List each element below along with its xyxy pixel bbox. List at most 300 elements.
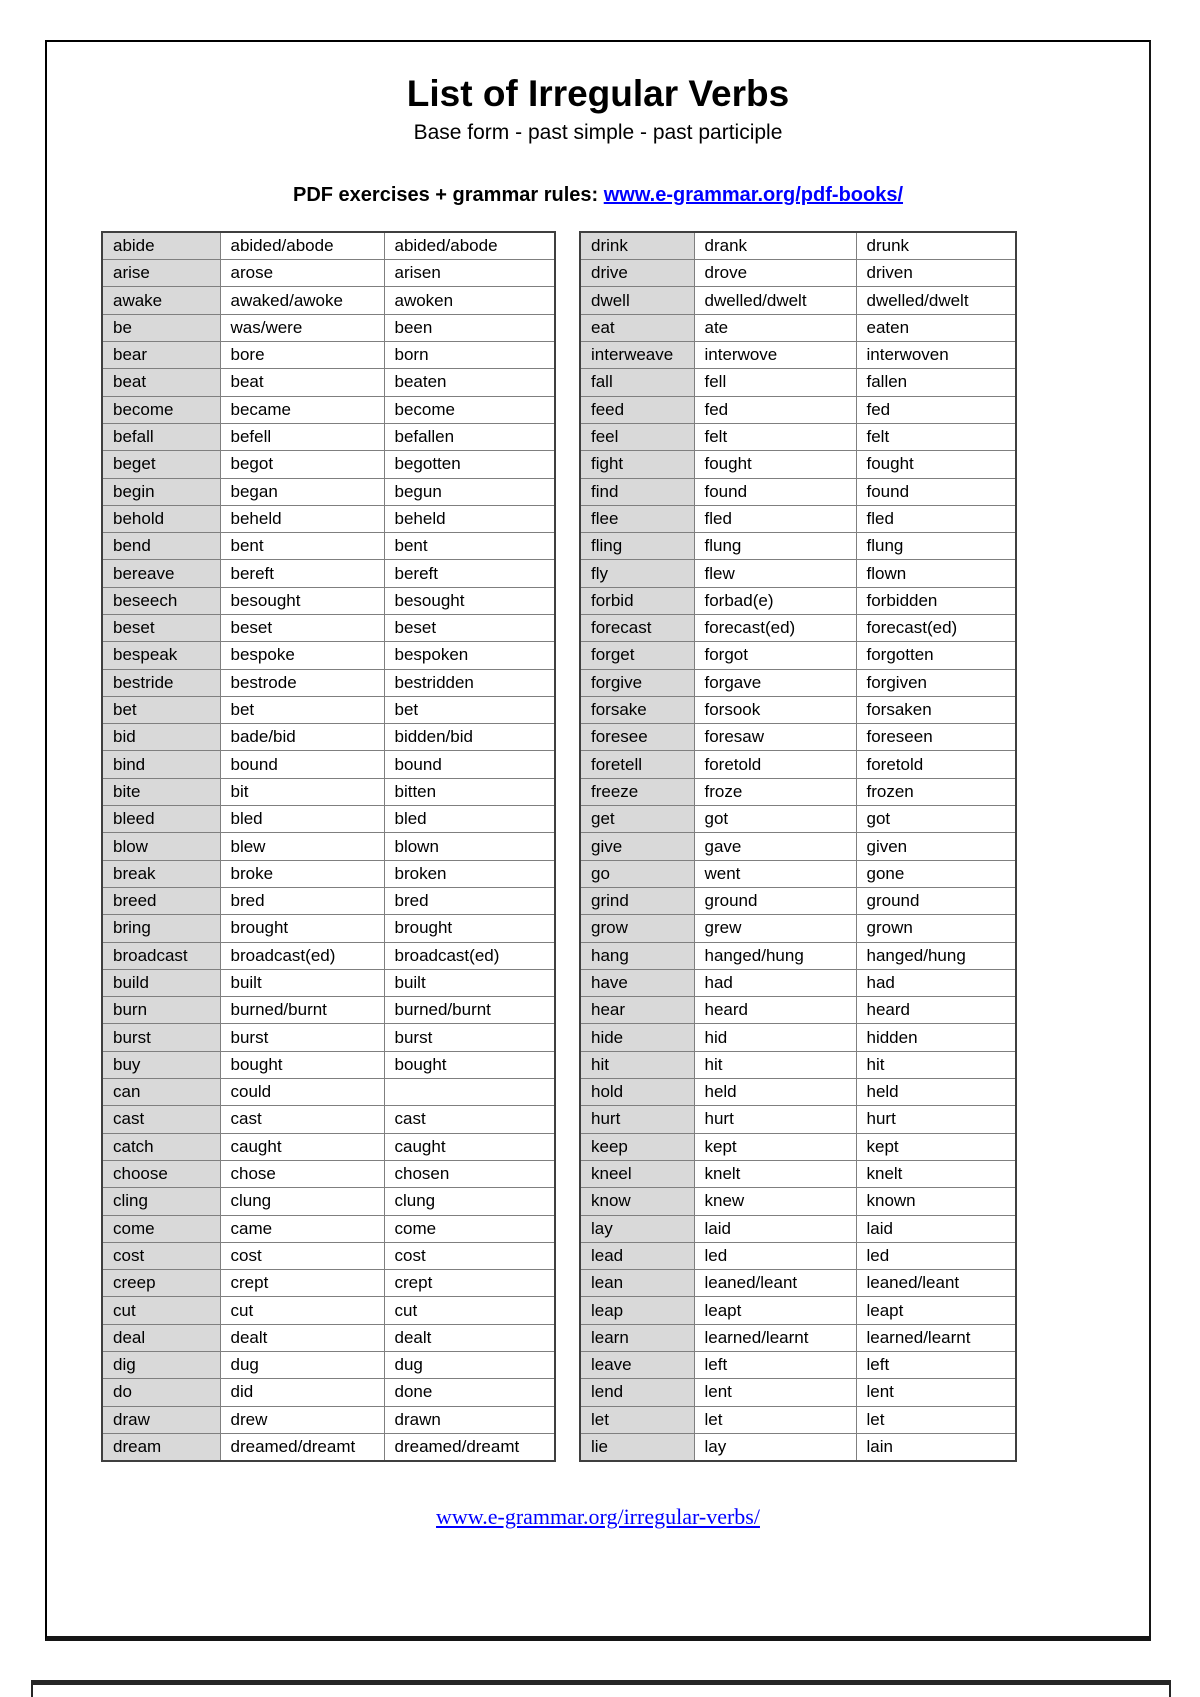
base-form-cell: know [580,1188,694,1215]
past-simple-cell: hurt [694,1106,856,1133]
base-form-cell: befall [102,423,220,450]
base-form-cell: lie [580,1433,694,1461]
table-row [580,1352,1016,1379]
table-row [580,587,1016,614]
table-row [580,314,1016,341]
base-form-cell: buy [102,1051,220,1078]
base-form-cell: hide [580,1024,694,1051]
past-simple-cell: crept [220,1270,384,1297]
base-form-cell: lend [580,1379,694,1406]
past-participle-cell: awoken [384,287,555,314]
table-row [102,1242,555,1269]
table-row [580,1079,1016,1106]
past-simple-cell: caught [220,1133,384,1160]
table-row [580,1024,1016,1051]
past-participle-cell: forgotten [856,642,1016,669]
past-simple-cell: flew [694,560,856,587]
pdf-books-link[interactable]: www.e-grammar.org/pdf-books/ [603,183,904,206]
past-simple-cell: bore [220,342,384,369]
past-simple-cell: leaned/leant [694,1270,856,1297]
past-participle-cell: bought [384,1051,555,1078]
table-row [580,1406,1016,1433]
past-participle-cell: leaned/leant [856,1270,1016,1297]
base-form-cell: cut [102,1297,220,1324]
past-participle-cell: bespoken [384,642,555,669]
base-form-cell: broadcast [102,942,220,969]
table-row [102,560,555,587]
table-row [102,587,555,614]
past-simple-cell: dealt [220,1324,384,1351]
past-simple-cell: brought [220,915,384,942]
past-participle-cell: let [856,1406,1016,1433]
table-row [580,533,1016,560]
past-participle-cell: foretold [856,751,1016,778]
table-row [102,1160,555,1187]
base-form-cell: hang [580,942,694,969]
table-row [580,232,1016,260]
base-form-cell: learn [580,1324,694,1351]
past-participle-cell: forecast(ed) [856,615,1016,642]
base-form-cell: feel [580,423,694,450]
base-form-cell: beget [102,451,220,478]
past-participle-cell: left [856,1352,1016,1379]
table-row [580,860,1016,887]
base-form-cell: blow [102,833,220,860]
past-participle-cell: drunk [856,232,1016,260]
table-row [102,615,555,642]
table-row [580,1297,1016,1324]
table-row [580,1379,1016,1406]
past-simple-cell: dreamed/dreamt [220,1433,384,1461]
past-simple-cell: hit [694,1051,856,1078]
past-simple-cell: forgave [694,669,856,696]
past-participle-cell: blown [384,833,555,860]
table-row [102,1106,555,1133]
past-participle-cell: known [856,1188,1016,1215]
past-participle-cell: dug [384,1352,555,1379]
past-participle-cell: got [856,806,1016,833]
past-simple-cell: foresaw [694,724,856,751]
base-form-cell: fight [580,451,694,478]
table-row [102,260,555,287]
base-form-cell: creep [102,1270,220,1297]
base-form-cell: cost [102,1242,220,1269]
table-row [102,751,555,778]
base-form-cell: begin [102,478,220,505]
base-form-cell: dwell [580,287,694,314]
past-participle-cell: kept [856,1133,1016,1160]
table-row [580,342,1016,369]
past-participle-cell: knelt [856,1160,1016,1187]
table-row [580,696,1016,723]
irregular-verbs-link[interactable]: www.e-grammar.org/irregular-verbs/ [436,1504,760,1530]
past-participle-cell: led [856,1242,1016,1269]
base-form-cell: eat [580,314,694,341]
past-simple-cell: begot [220,451,384,478]
table-row [580,833,1016,860]
base-form-cell: bear [102,342,220,369]
base-form-cell: break [102,860,220,887]
past-simple-cell: flung [694,533,856,560]
past-simple-cell: fought [694,451,856,478]
past-participle-cell: dreamed/dreamt [384,1433,555,1461]
table-row [102,396,555,423]
past-participle-cell: abided/abode [384,232,555,260]
past-simple-cell: befell [220,423,384,450]
past-simple-cell: foretold [694,751,856,778]
base-form-cell: let [580,1406,694,1433]
base-form-cell: burst [102,1024,220,1051]
base-form-cell: abide [102,232,220,260]
past-participle-cell: found [856,478,1016,505]
past-simple-cell: bred [220,887,384,914]
base-form-cell: dig [102,1352,220,1379]
table-row [580,287,1016,314]
past-participle-cell: begun [384,478,555,505]
past-simple-cell: drank [694,232,856,260]
past-simple-cell: froze [694,778,856,805]
base-form-cell: can [102,1079,220,1106]
base-form-cell: freeze [580,778,694,805]
table-row [102,1352,555,1379]
past-participle-cell: given [856,833,1016,860]
table-row [102,423,555,450]
past-simple-cell: did [220,1379,384,1406]
past-participle-cell: cut [384,1297,555,1324]
base-form-cell: lay [580,1215,694,1242]
table-row [102,478,555,505]
past-participle-cell: bitten [384,778,555,805]
table-row [580,778,1016,805]
table-row [580,1324,1016,1351]
table-row [580,724,1016,751]
base-form-cell: hurt [580,1106,694,1133]
past-simple-cell: fled [694,505,856,532]
base-form-cell: deal [102,1324,220,1351]
past-participle-cell: befallen [384,423,555,450]
past-simple-cell: dug [220,1352,384,1379]
base-form-cell: forget [580,642,694,669]
base-form-cell: beseech [102,587,220,614]
base-form-cell: fly [580,560,694,587]
base-form-cell: arise [102,260,220,287]
base-form-cell: draw [102,1406,220,1433]
past-simple-cell: bespoke [220,642,384,669]
past-participle-cell: built [384,969,555,996]
base-form-cell: foretell [580,751,694,778]
base-form-cell: cast [102,1106,220,1133]
base-form-cell: awake [102,287,220,314]
past-participle-cell: fallen [856,369,1016,396]
past-simple-cell: forsook [694,696,856,723]
base-form-cell: find [580,478,694,505]
past-participle-cell [384,1079,555,1106]
past-simple-cell: grew [694,915,856,942]
past-participle-cell: flown [856,560,1016,587]
past-participle-cell: bereft [384,560,555,587]
past-simple-cell: lay [694,1433,856,1461]
past-simple-cell: beset [220,615,384,642]
table-row [102,1133,555,1160]
table-row [580,396,1016,423]
past-participle-cell: crept [384,1270,555,1297]
past-simple-cell: laid [694,1215,856,1242]
past-simple-cell: burst [220,1024,384,1051]
past-simple-cell: dwelled/dwelt [694,287,856,314]
past-simple-cell: bet [220,696,384,723]
base-form-cell: have [580,969,694,996]
past-participle-cell: burst [384,1024,555,1051]
base-form-cell: forbid [580,587,694,614]
base-form-cell: cling [102,1188,220,1215]
past-participle-cell: lent [856,1379,1016,1406]
past-participle-cell: become [384,396,555,423]
base-form-cell: become [102,396,220,423]
past-simple-cell: awaked/awoke [220,287,384,314]
base-form-cell: foresee [580,724,694,751]
footer-line [47,1504,1149,1530]
past-participle-cell: learned/learnt [856,1324,1016,1351]
past-simple-cell: got [694,806,856,833]
past-participle-cell: come [384,1215,555,1242]
base-form-cell: forgive [580,669,694,696]
past-participle-cell: forgiven [856,669,1016,696]
table-row [102,915,555,942]
base-form-cell: give [580,833,694,860]
base-form-cell: grow [580,915,694,942]
past-simple-cell: knew [694,1188,856,1215]
base-form-cell: bleed [102,806,220,833]
past-participle-cell: broadcast(ed) [384,942,555,969]
past-participle-cell: dealt [384,1324,555,1351]
past-simple-cell: kept [694,1133,856,1160]
past-participle-cell: hit [856,1051,1016,1078]
base-form-cell: come [102,1215,220,1242]
table-row [102,1297,555,1324]
past-participle-cell: interwoven [856,342,1016,369]
past-simple-cell: bound [220,751,384,778]
past-participle-cell: grown [856,915,1016,942]
table-row [102,1270,555,1297]
table-row [580,1270,1016,1297]
base-form-cell: build [102,969,220,996]
past-participle-cell: forsaken [856,696,1016,723]
past-simple-cell: forecast(ed) [694,615,856,642]
table-row [102,369,555,396]
table-row [580,615,1016,642]
verbs-table-right [579,231,1017,1462]
pdf-exercises-line [47,184,1149,207]
past-participle-cell: been [384,314,555,341]
past-participle-cell: drawn [384,1406,555,1433]
base-form-cell: hear [580,997,694,1024]
table-row [580,642,1016,669]
base-form-cell: breed [102,887,220,914]
past-simple-cell: drove [694,260,856,287]
past-participle-cell: fled [856,505,1016,532]
table-row [580,1106,1016,1133]
table-row [102,724,555,751]
table-row [580,915,1016,942]
base-form-cell: leave [580,1352,694,1379]
table-row [102,860,555,887]
table-row [580,369,1016,396]
past-simple-cell: abided/abode [220,232,384,260]
table-row [580,1215,1016,1242]
past-simple-cell: bent [220,533,384,560]
table-row [580,751,1016,778]
table-row [580,423,1016,450]
table-row [580,1133,1016,1160]
base-form-cell: catch [102,1133,220,1160]
past-participle-cell: broken [384,860,555,887]
past-simple-cell: bade/bid [220,724,384,751]
table-row [102,1215,555,1242]
base-form-cell: hold [580,1079,694,1106]
past-simple-cell: forgot [694,642,856,669]
past-participle-cell: besought [384,587,555,614]
past-participle-cell: frozen [856,778,1016,805]
table-row [102,669,555,696]
past-simple-cell: bled [220,806,384,833]
past-participle-cell: laid [856,1215,1016,1242]
past-simple-cell: became [220,396,384,423]
past-participle-cell: arisen [384,260,555,287]
past-participle-cell: done [384,1379,555,1406]
table-row [102,1024,555,1051]
past-simple-cell: heard [694,997,856,1024]
past-simple-cell: led [694,1242,856,1269]
base-form-cell: forecast [580,615,694,642]
past-simple-cell: gave [694,833,856,860]
past-participle-cell: forbidden [856,587,1016,614]
past-simple-cell: hid [694,1024,856,1051]
table-row [102,287,555,314]
past-simple-cell: ground [694,887,856,914]
past-simple-cell: leapt [694,1297,856,1324]
past-simple-cell: let [694,1406,856,1433]
past-participle-cell: dwelled/dwelt [856,287,1016,314]
base-form-cell: interweave [580,342,694,369]
table-row [580,669,1016,696]
past-simple-cell: cut [220,1297,384,1324]
past-simple-cell: found [694,478,856,505]
past-simple-cell: beat [220,369,384,396]
base-form-cell: bite [102,778,220,805]
base-form-cell: go [580,860,694,887]
base-form-cell: lead [580,1242,694,1269]
table-row [580,260,1016,287]
past-participle-cell: heard [856,997,1016,1024]
past-participle-cell: begotten [384,451,555,478]
table-row [580,997,1016,1024]
table-row [102,342,555,369]
past-simple-cell: held [694,1079,856,1106]
base-form-cell: grind [580,887,694,914]
base-form-cell: choose [102,1160,220,1187]
past-simple-cell: besought [220,587,384,614]
base-form-cell: kneel [580,1160,694,1187]
table-row [102,232,555,260]
past-participle-cell: beheld [384,505,555,532]
past-participle-cell: fought [856,451,1016,478]
table-row [580,1188,1016,1215]
pdf-exercises-label: PDF exercises + grammar rules: [292,183,604,206]
next-page-top-edge [31,1680,1171,1697]
past-simple-cell: clung [220,1188,384,1215]
base-form-cell: behold [102,505,220,532]
past-participle-cell: bidden/bid [384,724,555,751]
past-participle-cell: beset [384,615,555,642]
table-row [102,833,555,860]
base-form-cell: drive [580,260,694,287]
past-simple-cell: cast [220,1106,384,1133]
past-participle-cell: beaten [384,369,555,396]
past-simple-cell: knelt [694,1160,856,1187]
table-row [580,942,1016,969]
past-simple-cell: bought [220,1051,384,1078]
past-simple-cell: left [694,1352,856,1379]
past-simple-cell: cost [220,1242,384,1269]
past-participle-cell: bound [384,751,555,778]
past-simple-cell: bestrode [220,669,384,696]
past-participle-cell: caught [384,1133,555,1160]
past-simple-cell: beheld [220,505,384,532]
table-row [102,1379,555,1406]
base-form-cell: be [102,314,220,341]
past-simple-cell: had [694,969,856,996]
past-participle-cell: cost [384,1242,555,1269]
past-participle-cell: leapt [856,1297,1016,1324]
table-row [580,505,1016,532]
table-row [580,969,1016,996]
base-form-cell: lean [580,1270,694,1297]
base-form-cell: bind [102,751,220,778]
past-participle-cell: felt [856,423,1016,450]
base-form-cell: get [580,806,694,833]
past-simple-cell: drew [220,1406,384,1433]
past-participle-cell: gone [856,860,1016,887]
past-participle-cell: hanged/hung [856,942,1016,969]
table-row [102,505,555,532]
past-participle-cell: clung [384,1188,555,1215]
base-form-cell: fall [580,369,694,396]
table-row [102,887,555,914]
document-page [45,40,1151,1641]
past-simple-cell: could [220,1079,384,1106]
base-form-cell: feed [580,396,694,423]
past-simple-cell: blew [220,833,384,860]
past-participle-cell: bet [384,696,555,723]
table-row [580,806,1016,833]
base-form-cell: bestride [102,669,220,696]
past-participle-cell: driven [856,260,1016,287]
past-simple-cell: interwove [694,342,856,369]
past-simple-cell: burned/burnt [220,997,384,1024]
table-row [102,1324,555,1351]
table-row [580,1242,1016,1269]
table-row [102,642,555,669]
past-simple-cell: began [220,478,384,505]
table-row [102,533,555,560]
base-form-cell: beat [102,369,220,396]
table-row [102,806,555,833]
past-participle-cell: held [856,1079,1016,1106]
base-form-cell: hit [580,1051,694,1078]
past-simple-cell: broadcast(ed) [220,942,384,969]
table-row [580,1433,1016,1461]
past-simple-cell: forbad(e) [694,587,856,614]
